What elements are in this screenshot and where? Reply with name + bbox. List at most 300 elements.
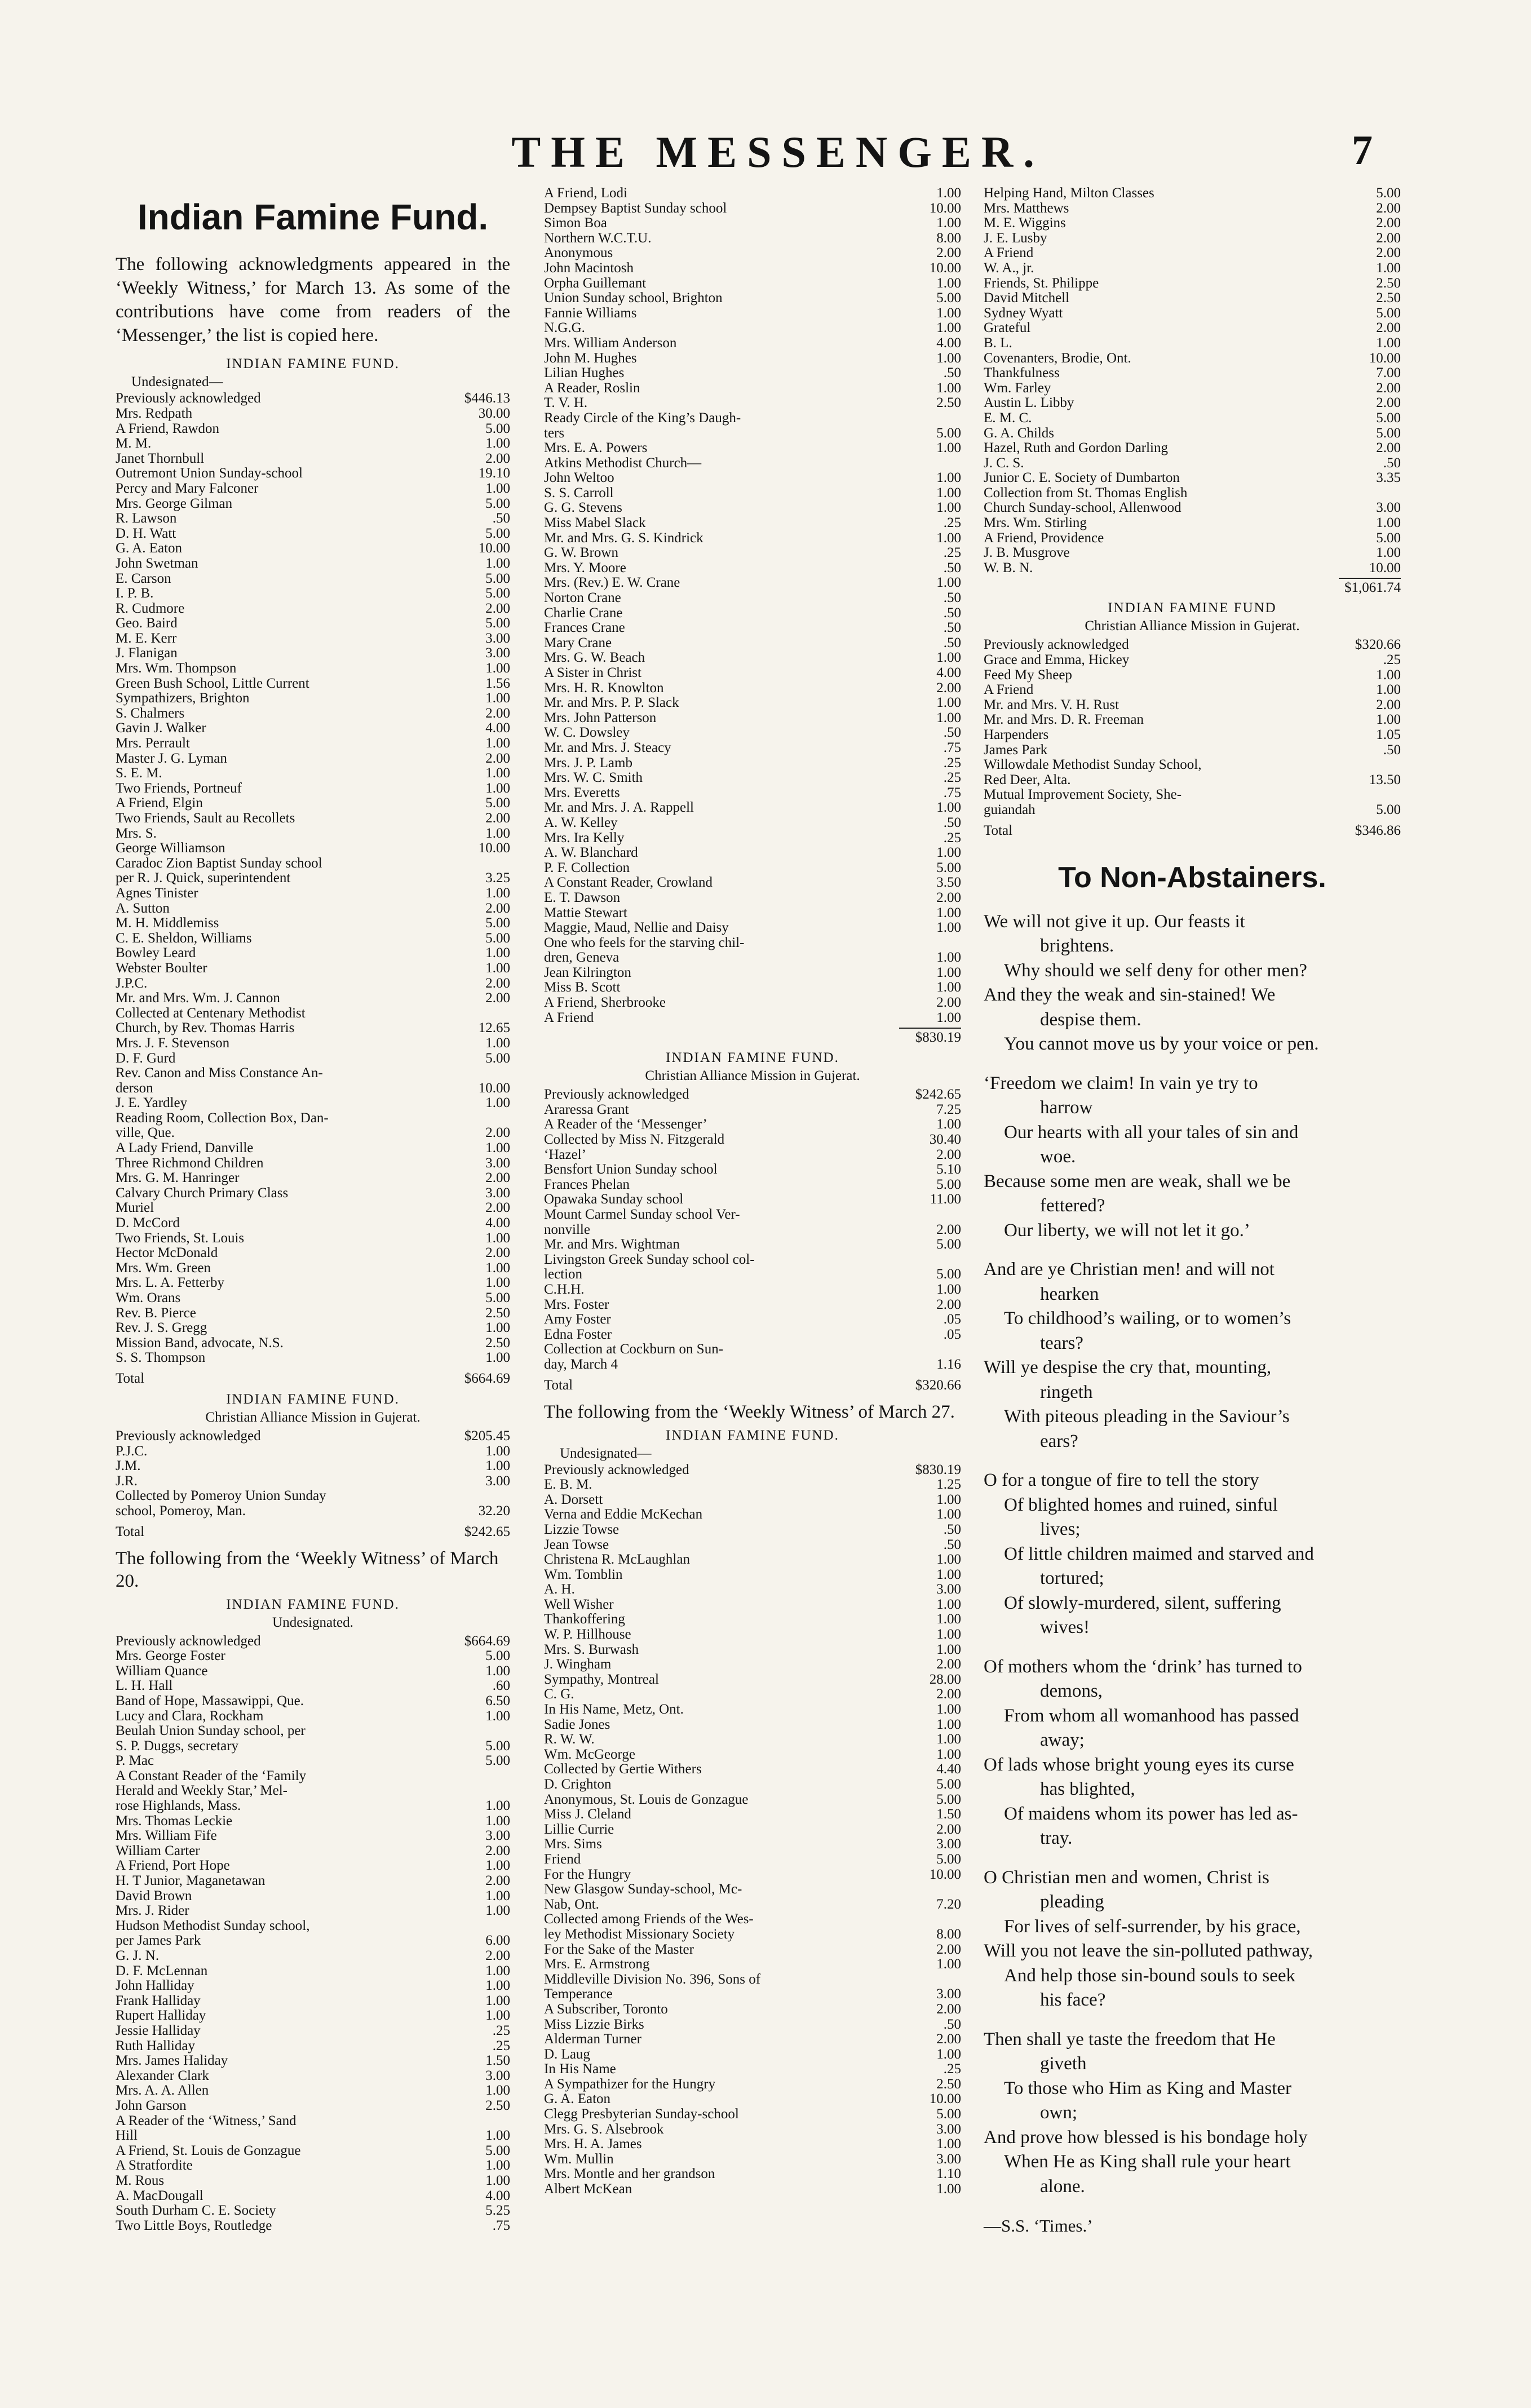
poem-line: fettered? — [1040, 1196, 1105, 1216]
contributor-name: Three Richmond Children — [116, 1156, 264, 1171]
contribution-amount: .25 — [943, 2061, 961, 2077]
contribution-amount: 5.00 — [936, 1237, 961, 1252]
contributor-name: P. Mac — [116, 1754, 154, 1769]
contributor-name: Mr. and Mrs. P. P. Slack — [544, 696, 679, 711]
list-item — [116, 1739, 510, 1754]
poem-line: Of little children maimed and starved and — [1004, 1543, 1314, 1564]
contributor-name: Hudson Methodist Sunday school, — [116, 1918, 310, 1933]
contribution-amount: 10.00 — [478, 840, 510, 856]
contribution-amount: 5.00 — [1376, 305, 1401, 321]
contributor-name: Opawaka Sunday school — [544, 1192, 684, 1207]
subtotal: $1,061.74 — [1339, 578, 1401, 596]
contributor-name: Nab, Ont. — [544, 1897, 599, 1912]
poem-line: To childhood’s wailing, or to women’s — [1004, 1308, 1291, 1329]
contributor-name: William Quance — [116, 1663, 208, 1679]
list-item — [116, 931, 510, 946]
contribution-amount: 5.00 — [485, 420, 510, 436]
poem-line: O Christian men and women, Christ is — [984, 1867, 1269, 1888]
contributor-name: A Constant Reader of the ‘Family — [116, 1768, 307, 1783]
list-item — [984, 546, 1401, 561]
contribution-amount: .25 — [1383, 652, 1401, 668]
contributor-name: Austin L. Libby — [984, 396, 1074, 411]
contributor-name: Two Friends, Sault au Recollets — [116, 811, 295, 826]
contribution-list — [984, 638, 1401, 817]
contributor-name: Mrs. Sims — [544, 1837, 602, 1852]
contributor-name: John M. Hughes — [544, 351, 637, 366]
contributor-name: lection — [544, 1267, 583, 1282]
contributor-name: G. A. Eaton — [544, 2092, 611, 2107]
contribution-amount: 1.00 — [485, 736, 510, 751]
list-item — [984, 321, 1401, 336]
contributor-name: Rev. Canon and Miss Constance An- — [116, 1066, 323, 1081]
contribution-amount: 1.00 — [485, 1663, 510, 1679]
contributor-name: Mrs. Y. Moore — [544, 560, 626, 576]
list-item — [544, 1762, 961, 1777]
list-item — [544, 2017, 961, 2033]
list-item — [544, 1582, 961, 1597]
contribution-amount: 1.00 — [485, 1798, 510, 1814]
list-item — [544, 1493, 961, 1508]
list-item — [544, 1927, 961, 1942]
poem — [984, 910, 1401, 2214]
list-item — [544, 861, 961, 876]
contributor-name: Miss Lizzie Birks — [544, 2017, 644, 2032]
list-item — [984, 743, 1401, 758]
contributor-name: Alderman Turner — [544, 2032, 641, 2047]
list-item — [544, 546, 961, 561]
list-item — [116, 2203, 510, 2219]
contribution-amount: 1.00 — [936, 2046, 961, 2062]
contributor-name: S. S. Carroll — [544, 485, 614, 501]
contributor-name: G. A. Childs — [984, 426, 1055, 441]
stanza-break — [984, 1851, 1401, 1866]
contributor-name: Mr. and Mrs. J. Steacy — [544, 740, 671, 755]
contribution-amount: 10.00 — [929, 1866, 961, 1882]
contributor-name: Mr. and Mrs. G. S. Kindrick — [544, 530, 703, 546]
contributor-name: Simon Boa — [544, 216, 607, 231]
contribution-amount: 1.00 — [485, 2083, 510, 2099]
contribution-amount: 1.00 — [485, 825, 510, 841]
contribution-amount: 2.00 — [485, 1245, 510, 1261]
contributor-name: Rev. B. Pierce — [116, 1305, 196, 1321]
list-item — [116, 856, 510, 871]
contribution-amount: 1.00 — [936, 1716, 961, 1732]
contribution-amount: 5.00 — [485, 915, 510, 931]
contribution-amount: 2.00 — [485, 705, 510, 721]
contributor-name: Mattie Stewart — [544, 905, 627, 920]
contributor-name: A Sister in Christ — [544, 666, 641, 680]
contribution-amount: 1.00 — [485, 765, 510, 781]
list-item — [544, 800, 961, 816]
contributor-name: Previously acknowledged — [544, 1462, 689, 1477]
list-item — [544, 2167, 961, 2182]
contribution-amount: 1.00 — [936, 2136, 961, 2152]
list-item — [544, 2182, 961, 2197]
contributor-name: M. E. Wiggins — [984, 216, 1066, 231]
list-item — [116, 556, 510, 572]
list-item — [544, 186, 961, 201]
contributor-name: G. J. N. — [116, 1949, 160, 1964]
contributor-name: A Friend, Port Hope — [116, 1858, 230, 1874]
contributor-name: Mrs. S. — [116, 826, 157, 841]
contributor-name: Atkins Methodist Church— — [544, 455, 702, 471]
contribution-amount: 1.00 — [936, 1746, 961, 1762]
contributor-name: Mrs. W. C. Smith — [544, 771, 643, 786]
contribution-amount: 5.00 — [485, 1738, 510, 1754]
contribution-amount: 1.00 — [485, 2172, 510, 2188]
contribution-amount: 2.00 — [936, 1821, 961, 1837]
contributor-name: Collected by Pomeroy Union Sunday — [116, 1489, 326, 1504]
list-item — [116, 1291, 510, 1306]
contribution-amount: 2.00 — [936, 889, 961, 905]
contributor-name: Wm. Orans — [116, 1291, 181, 1306]
list-item — [544, 1597, 961, 1613]
contributor-name: Maggie, Maud, Nellie and Daisy — [544, 920, 729, 936]
contribution-amount: 10.00 — [929, 260, 961, 276]
contribution-amount: 1.00 — [936, 2181, 961, 2197]
contribution-amount: 2.00 — [485, 975, 510, 991]
contributor-name: Sympathy, Montreal — [544, 1672, 659, 1687]
contribution-amount: 2.00 — [485, 1843, 510, 1858]
contribution-amount: 1.00 — [936, 800, 961, 816]
list-item — [116, 586, 510, 601]
list-item — [984, 216, 1401, 231]
list-item — [544, 261, 961, 276]
list-item — [116, 526, 510, 542]
contribution-amount: 2.50 — [936, 395, 961, 411]
contributor-name: Mrs. H. A. James — [544, 2137, 642, 2152]
contributor-name: ‘Hazel’ — [544, 1147, 586, 1162]
list-subtitle: Christian Alliance Mission in Gujerat. — [1085, 618, 1300, 634]
list-item — [544, 276, 961, 291]
contribution-amount: 1.00 — [485, 1963, 510, 1978]
contributor-name: A. Sutton — [116, 901, 170, 916]
list-item — [544, 2137, 961, 2152]
contribution-amount: 2.50 — [485, 1335, 510, 1351]
list-item — [544, 1162, 961, 1178]
contributor-name: S. E. M. — [116, 766, 162, 781]
contributor-name: G. G. Stevens — [544, 501, 622, 516]
list-item — [544, 725, 961, 741]
list-item — [984, 803, 1401, 818]
contribution-amount: .60 — [492, 1678, 510, 1694]
list-item — [116, 886, 510, 901]
list-item — [544, 1777, 961, 1792]
contribution-amount: 2.00 — [485, 900, 510, 916]
list-item — [984, 231, 1401, 246]
poem-line: lives; — [1040, 1519, 1081, 1540]
list-item — [544, 1957, 961, 1972]
list-item — [544, 1987, 961, 2002]
list-item — [544, 1207, 961, 1223]
contribution-amount: 30.40 — [929, 1132, 961, 1148]
contributor-name: Charlie Crane — [544, 605, 623, 621]
list-item — [984, 516, 1401, 531]
contributor-name: Calvary Church Primary Class — [116, 1185, 289, 1201]
list-item — [544, 1087, 961, 1103]
contributor-name: In His Name, Metz, Ont. — [544, 1702, 684, 1718]
contribution-amount: 1.00 — [936, 1596, 961, 1612]
list-item — [116, 511, 510, 526]
contributor-name: James Park — [984, 742, 1048, 758]
poem-line: And prove how blessed is his bondage holy — [984, 2127, 1308, 2148]
contributor-name: Alexander Clark — [116, 2068, 209, 2083]
list-item — [544, 1103, 961, 1118]
contribution-amount: 5.00 — [1376, 425, 1401, 441]
stanza-break — [984, 1454, 1401, 1468]
contribution-amount: .50 — [943, 620, 961, 636]
contribution-amount: 1.00 — [936, 964, 961, 980]
contribution-amount: 3.00 — [1376, 500, 1401, 516]
list-item — [544, 980, 961, 995]
contribution-amount: $320.66 — [1355, 637, 1401, 653]
contributor-name: Fannie Williams — [544, 306, 637, 321]
contribution-amount: 2.00 — [485, 1873, 510, 1889]
contribution-amount: .75 — [492, 2217, 510, 2233]
list-item — [116, 1754, 510, 1769]
contributor-name: M. M. — [116, 436, 152, 452]
contribution-amount: 1.00 — [936, 920, 961, 936]
list-item — [544, 1117, 961, 1132]
contributor-name: Mrs. William Anderson — [544, 335, 677, 351]
list-item — [116, 466, 510, 481]
list-item — [544, 1327, 961, 1343]
list-item — [984, 351, 1401, 366]
contribution-amount: .25 — [492, 2038, 510, 2053]
contribution-amount: 6.50 — [485, 1693, 510, 1708]
contribution-amount: 1.00 — [936, 1281, 961, 1297]
list-item — [116, 751, 510, 767]
contribution-amount: 2.00 — [1376, 230, 1401, 246]
contributor-name: P.J.C. — [116, 1444, 148, 1459]
contributor-name: Covenanters, Brodie, Ont. — [984, 351, 1131, 366]
list-item — [544, 426, 961, 441]
contributor-name: J. E. Yardley — [116, 1096, 188, 1111]
contribution-amount: 2.00 — [485, 1125, 510, 1141]
list-item — [116, 2099, 510, 2114]
contribution-amount: 3.00 — [936, 2121, 961, 2137]
list-item — [544, 1223, 961, 1238]
contribution-amount: 1.00 — [936, 1507, 961, 1522]
contributor-name: A Friend, Elgin — [116, 796, 203, 811]
contributor-name: Band of Hope, Massawippi, Que. — [116, 1693, 304, 1708]
contribution-amount: 3.00 — [936, 1582, 961, 1597]
contributor-name: Two Little Boys, Routledge — [116, 2218, 272, 2233]
contribution-amount: .50 — [943, 725, 961, 741]
list-item — [544, 711, 961, 726]
list-item — [116, 1261, 510, 1276]
list-item — [116, 616, 510, 631]
contribution-amount: 1.00 — [936, 980, 961, 995]
list-item — [984, 698, 1401, 713]
list-item — [116, 1844, 510, 1859]
list-item — [544, 1897, 961, 1913]
contribution-amount: 3.50 — [936, 875, 961, 891]
list-item — [116, 422, 510, 437]
list-item — [116, 721, 510, 736]
poem-line: wives! — [1040, 1617, 1090, 1638]
contributor-name: A Friend — [544, 1010, 594, 1025]
list-item — [116, 2069, 510, 2084]
contributor-name: David Brown — [116, 1888, 192, 1904]
list-item — [544, 1792, 961, 1808]
contribution-amount: .50 — [943, 815, 961, 830]
contribution-amount: 1.00 — [485, 1888, 510, 1904]
list-item — [984, 728, 1401, 743]
list-item — [984, 441, 1401, 456]
contributor-name: South Durham C. E. Society — [116, 2203, 276, 2219]
contributor-name: A Friend, Lodi — [544, 186, 627, 201]
list-item — [116, 497, 510, 512]
contribution-amount: 2.00 — [1376, 395, 1401, 411]
contributor-name: Bensfort Union Sunday school — [544, 1162, 718, 1178]
list-item — [116, 2144, 510, 2159]
poem-line: And help those sin-bound souls to seek — [1004, 1965, 1295, 1986]
contributor-name: Two Friends, St. Louis — [116, 1230, 245, 1246]
contributor-name: S. P. Duggs, secretary — [116, 1738, 239, 1754]
contribution-amount: 1.00 — [485, 1903, 510, 1919]
list-item — [116, 436, 510, 452]
contributor-name: Araressa Grant — [544, 1102, 629, 1117]
contribution-amount: 3.00 — [936, 2151, 961, 2167]
poem-line: his face? — [1040, 1990, 1106, 2011]
contributor-name: Mrs. J. P. Lamb — [544, 755, 632, 771]
contribution-amount: .50 — [943, 365, 961, 381]
contribution-amount: 1.00 — [485, 661, 510, 676]
contribution-amount: 5.00 — [1376, 530, 1401, 546]
contribution-amount: 1.00 — [936, 350, 961, 366]
list-item — [116, 1231, 510, 1246]
list-item — [984, 773, 1401, 788]
contribution-amount: 5.00 — [485, 570, 510, 586]
list-subtitle: Christian Alliance Mission in Gujerat. — [205, 1409, 421, 1425]
contributor-name: Orpha Guillemant — [544, 276, 647, 291]
contribution-amount: 1.00 — [485, 1350, 510, 1366]
contribution-amount: .50 — [943, 590, 961, 606]
contributor-name: John Garson — [116, 2098, 187, 2113]
contributor-name: Church Sunday-school, Allenwood — [984, 501, 1182, 516]
contribution-amount: 5.00 — [936, 2106, 961, 2122]
list-item — [544, 456, 961, 471]
contribution-amount: 10.00 — [929, 2091, 961, 2107]
contributor-name: Clegg Presbyterian Sunday-school — [544, 2107, 739, 2122]
poem-line: demons, — [1040, 1681, 1103, 1702]
stanza-break — [984, 2199, 1401, 2214]
contributor-name: Hill — [116, 2128, 138, 2144]
list-item — [544, 1612, 961, 1627]
contribution-amount: 2.00 — [936, 2031, 961, 2047]
list-item — [116, 691, 510, 706]
list-item — [116, 2219, 510, 2234]
contribution-amount: 13.50 — [1369, 772, 1401, 787]
list-item — [116, 1724, 510, 1739]
contribution-amount: 5.00 — [936, 1176, 961, 1192]
contributor-name: Miss J. Cleland — [544, 1807, 631, 1822]
list-item — [544, 2092, 961, 2107]
contributor-name: Hazel, Ruth and Gordon Darling — [984, 441, 1169, 456]
contribution-amount: 10.00 — [1369, 560, 1401, 576]
list-item — [984, 638, 1401, 653]
contributor-name: ley Methodist Missionary Society — [544, 1927, 735, 1942]
contributor-name: Mrs. E. A. Powers — [544, 441, 648, 456]
contribution-amount: 3.00 — [485, 1155, 510, 1171]
list-item — [984, 712, 1401, 728]
list-item — [544, 2032, 961, 2047]
list-item — [984, 336, 1401, 351]
list-item — [984, 306, 1401, 321]
contribution-list — [116, 1634, 510, 2234]
source-note: The following from the ‘Weekly Witness’ of March 27. — [544, 1401, 955, 1422]
contributor-name: D. H. Watt — [116, 526, 176, 541]
poem-line: hearken — [1040, 1283, 1099, 1304]
contribution-amount: 1.00 — [485, 2128, 510, 2144]
contributor-name: Lilian Hughes — [544, 366, 625, 381]
list-item — [116, 1126, 510, 1141]
list-item — [116, 1994, 510, 2009]
list-title: INDIAN FAMINE FUND. — [226, 356, 400, 372]
contributor-name: Beulah Union Sunday school, per — [116, 1724, 306, 1739]
list-item — [544, 1852, 961, 1867]
list-item — [116, 1649, 510, 1664]
contributor-name: Mrs. G. S. Alsebrook — [544, 2122, 664, 2137]
contribution-amount: 7.00 — [1376, 365, 1401, 381]
contributor-name: Gavin J. Walker — [116, 721, 206, 736]
newspaper-title: THE MESSENGER. — [511, 127, 1045, 176]
list-item — [116, 2039, 510, 2054]
poem-line: Our liberty, we will not let it go.’ — [1004, 1220, 1250, 1241]
contributor-name: Collection from St. Thomas English — [984, 485, 1188, 501]
poem-line: Of blighted homes and ruined, sinful — [1004, 1494, 1278, 1515]
contribution-amount: 8.00 — [936, 1926, 961, 1942]
list-item — [116, 1783, 510, 1799]
contribution-list — [116, 1429, 510, 1519]
contribution-amount: $446.13 — [464, 391, 510, 406]
list-item — [116, 766, 510, 781]
contributor-name: Collected at Centenary Methodist — [116, 1006, 306, 1021]
contributor-name: Geo. Baird — [116, 616, 178, 631]
contributor-name: Mrs. George Foster — [116, 1649, 225, 1664]
poem-line: From whom all womanhood has passed — [1004, 1705, 1299, 1726]
contributor-name: A Friend, Sherbrooke — [544, 995, 666, 1011]
contributor-name: ters — [544, 426, 565, 441]
list-item — [544, 831, 961, 846]
contributor-name: A Friend — [984, 683, 1034, 698]
contributor-name: Junior C. E. Society of Dumbarton — [984, 471, 1180, 486]
contribution-amount: 3.00 — [936, 1986, 961, 2002]
list-item — [116, 1111, 510, 1126]
contribution-amount: 5.00 — [485, 2143, 510, 2158]
contribution-amount: 10.00 — [1369, 350, 1401, 366]
list-item — [116, 1874, 510, 1889]
contribution-amount: 1.00 — [936, 650, 961, 666]
list-item — [544, 1312, 961, 1327]
list-item — [544, 1132, 961, 1148]
contribution-amount: 2.00 — [936, 1687, 961, 1702]
list-item — [984, 201, 1401, 216]
poem-line: And they the weak and sin-stained! We — [984, 985, 1276, 1006]
list-item — [544, 531, 961, 546]
contribution-amount: 1.00 — [936, 905, 961, 920]
contribution-amount: 28.00 — [929, 1671, 961, 1687]
list-item — [116, 1964, 510, 1979]
contribution-amount: 3.00 — [485, 645, 510, 661]
poem-line: ears? — [1040, 1431, 1078, 1451]
list-item — [116, 781, 510, 796]
contributor-name: Friend — [544, 1852, 581, 1867]
list-item — [116, 706, 510, 721]
list-item — [544, 1568, 961, 1583]
contributor-name: S. S. Thompson — [116, 1351, 206, 1366]
